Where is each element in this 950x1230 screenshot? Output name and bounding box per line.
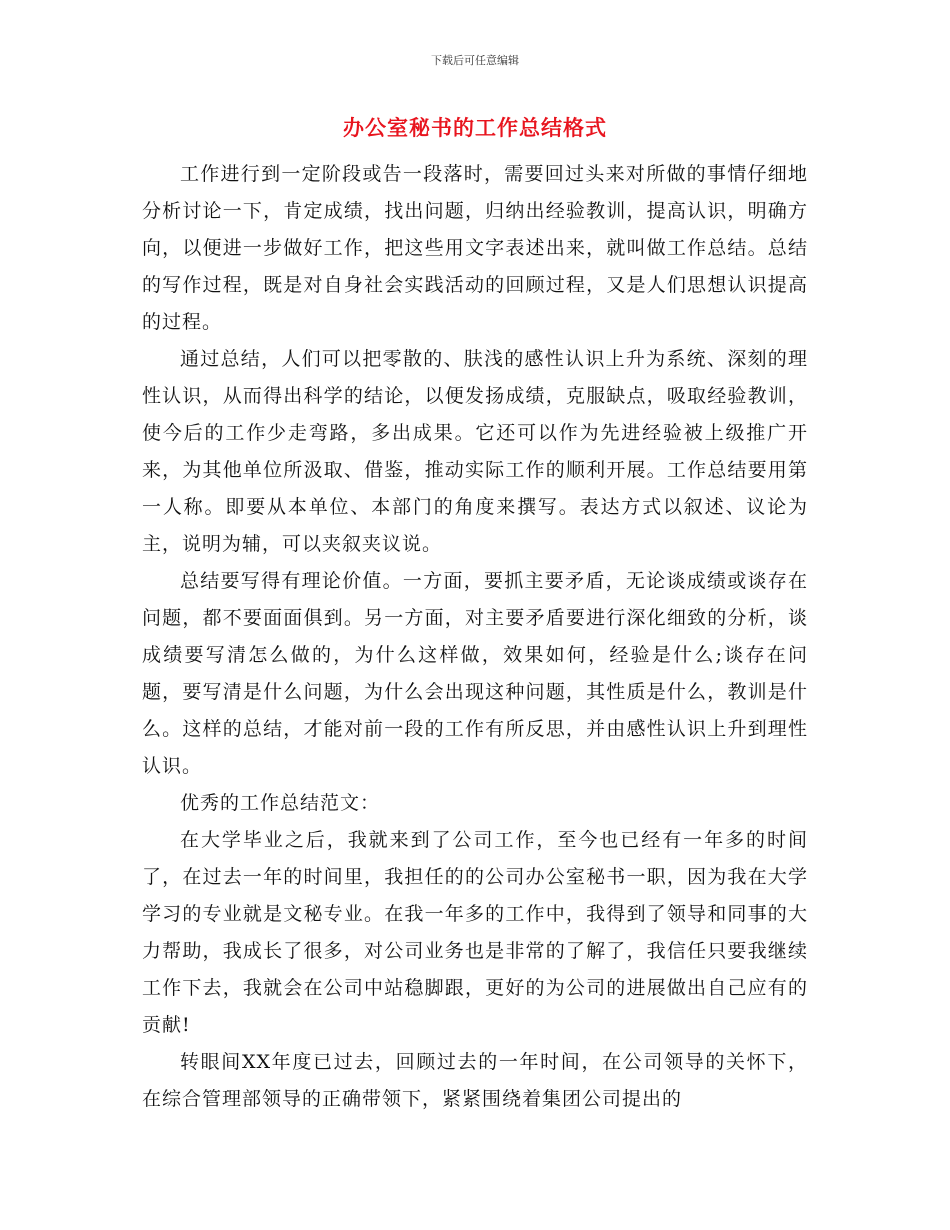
paragraph: 优秀的工作总结范文：: [180, 792, 381, 814]
paragraph: 工作进行到一定阶段或告一段落时，需要回过头来对所做的事情仔细地分析讨论一下，肯定成绩，找出问题，归纳出经验教训，提高认识，明确方向，以便进一步做好工作，把这些用文字表述出来，就叫做工作总结。总结的写作过程，既是对自身社会实践活动的回顾过程，又是人们思想认识提高的过程。: [142, 163, 808, 333]
document-title: 办公室秘书的工作总结格式: [343, 115, 607, 140]
document-body: [142, 156, 808, 1118]
paragraph: 通过总结，人们可以把零散的、肤浅的感性认识上升为系统、深刻的理性认识，从而得出科学的结论，以便发扬成绩，克服缺点，吸取经验教训，使今后的工作少走弯路，多出成果。它还可以作为先进经验被上级推广开来，为其他单位所汲取、借鉴，推动实际工作的顺利开展。工作总结要用第一人称。即要从本单位、本部门的角度来撰写。表达方式以叙述、议论为主，说明为辅，可以夹叙夹议说。: [142, 348, 808, 555]
paragraph: 转眼间XX年度已过去，回顾过去的一年时间，在公司领导的关怀下，在综合管理部领导的正确带领下，紧紧围绕着集团公司提出的: [142, 1051, 808, 1110]
page-header: 下载后可任意编辑: [431, 54, 519, 67]
paragraph: 在大学毕业之后，我就来到了公司工作，至今也已经有一年多的时间了，在过去一年的时间里，我担任的的公司办公室秘书一职，因为我在大学学习的专业就是文秘专业。在我一年多的工作中，我得到了领导和同事的大力帮助，我成长了很多，对公司业务也是非常的了解了，我信任只要我继续工作下去，我就会在公司中站稳脚跟，更好的为公司的进展做出自己应有的贡献!: [142, 829, 808, 1036]
paragraph: 总结要写得有理论价值。一方面，要抓主要矛盾，无论谈成绩或谈存在问题，都不要面面俱到。另一方面，对主要矛盾要进行深化细致的分析，谈成绩要写清怎么做的，为什么这样做，效果如何，经验是什么;谈存在问题，要写清是什么问题，为什么会出现这种问题，其性质是什么，教训是什么。这样的总结，才能对前一段的工作有所反思，并由感性认识上升到理性认识。: [142, 570, 808, 777]
